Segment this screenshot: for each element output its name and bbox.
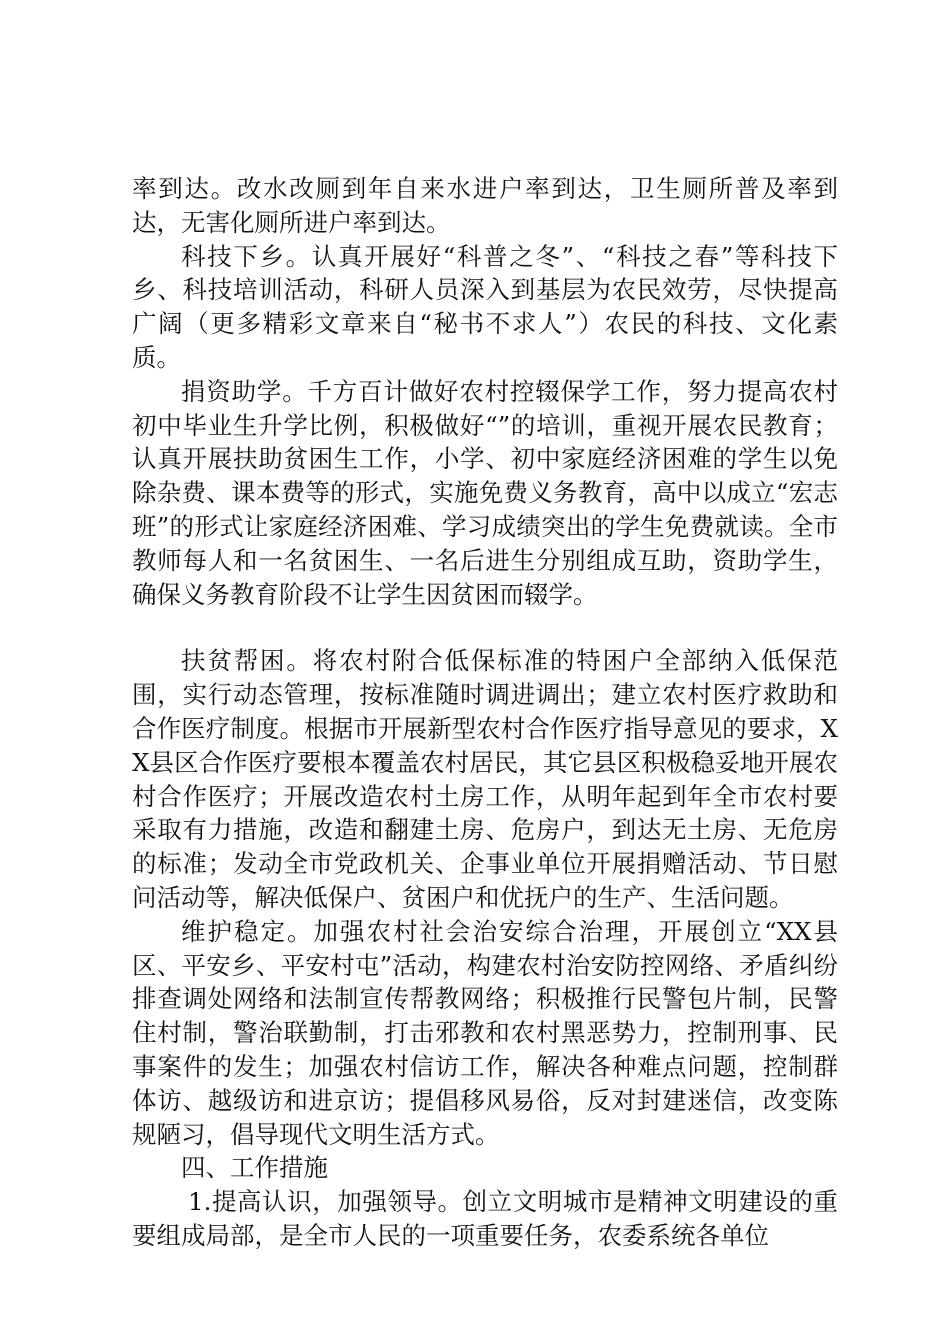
paragraph-rate-continuation: 率到达。改水改厕到年自来水进户率到达，卫生厕所普及率到达，无害化厕所进户率到达。 [132,174,838,237]
document-body [132,172,838,1253]
paragraph-education-aid: 捐资助学。千方百计做好农村控辍保学工作，努力提高农村初中毕业生升学比例，积极做好“”的培训，重视开展农民教育；认真开展扶助贫困生工作，小学、初中家庭经济困难的学生以免除杂费、课本费等的形式，实施免费义务教育，高中以成立“宏志班”的形式让家庭经济困难、学习成绩突出的学生免费就读。全市教师每人和一名贫困生、一名后进生分别组成互助，资助学生，确保义务教育阶段不让学生因贫困而辍学。 [132,376,838,609]
section-heading-work-measures: 四、工作措施 [181,1153,328,1183]
paragraph-measure-1: 1.提高认识，加强领导。创立文明城市是精神文明建设的重要组成局部，是全市人民的一项重要任务，农委系统各单位 [132,1187,838,1250]
paragraph-poverty-relief: 扶贫帮困。将农村附合低保标准的特困户全部纳入低保范围，实行动态管理，按标准随时调进调出；建立农村医疗救助和合作医疗制度。根据市开展新型农村合作医疗指导意见的要求，XX县区合作医疗要根本覆盖农村居民，其它县区积极稳妥地开展农村合作医疗；开展改造农村土房工作，从明年起到年全市农村要采取有力措施，改造和翻建土房、危房户，到达无土房、无危房的标准；发动全市党政机关、企事业单位开展捐赠活动、节日慰问活动等，解决低保户、贫困户和优抚户的生产、生活问题。 [132,646,838,912]
paragraph-tech-to-countryside: 科技下乡。认真开展好“科普之冬”、“科技之春”等科技下乡、科技培训活动，科研人员深入到基层为农民效劳，尽快提高广阔（更多精彩文章来自“秘书不求人”）农民的科技、文化素质。 [132,241,838,372]
paragraph-maintain-stability: 维护稳定。加强农村社会治安综合治理，开展创立“XX县区、平安乡、平安村屯”活动，构建农村治安防控网络、矛盾纠纷排查调处网络和法制宣传帮教网络；积极推行民警包片制，民警住村制，警治联勤制，打击邪教和农村黑恶势力，控制刑事、民事案件的发生；加强农村信访工作，解决各种难点问题，控制群体访、越级访和进京访；提倡移风易俗，反对封建迷信，改变陈规陋习，倡导现代文明生活方式。 [132,916,838,1149]
